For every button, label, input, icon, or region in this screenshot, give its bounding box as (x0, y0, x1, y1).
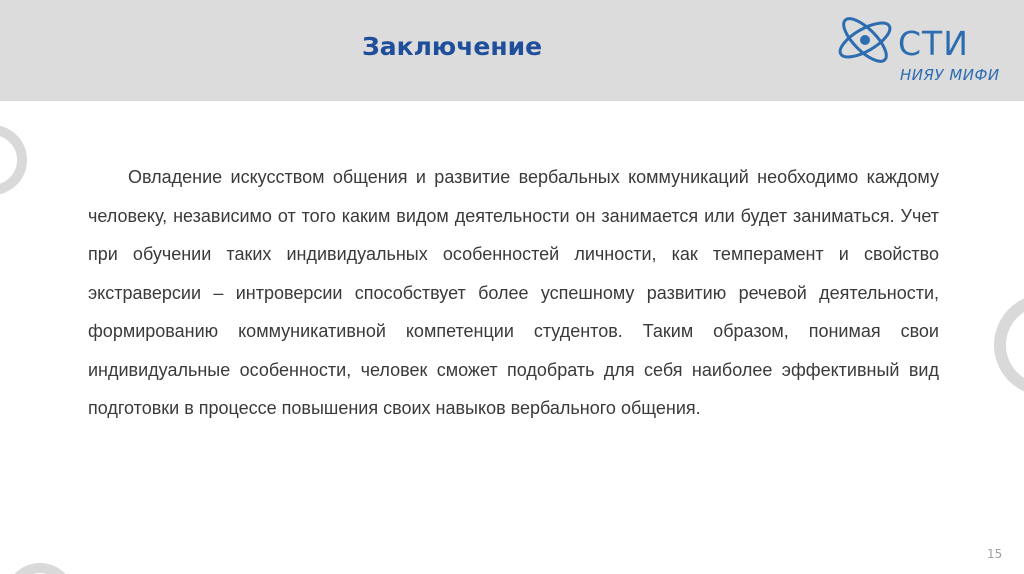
logo (832, 6, 1000, 96)
atom-icon (832, 6, 902, 76)
slide-title: Заключение (362, 32, 543, 61)
logo-sub-text: НИЯУ МИФИ (900, 66, 1000, 84)
body-paragraph: Овладение искусством общения и развитие вербальных коммуникаций необходимо каждому человеку, независимо от того каким видом деятельности он занимается или будет заниматься. Учет при обучении таких индивидуальных особенностей личности, как темперамент и свойство экстраверсии – интроверсии способствует более успешному развитию речевой деятельности, формированию коммуникативной компетенции студентов. Таким образом, понимая свои индивидуальные особенности, человек сможет подобрать для себя наиболее эффективный вид подготовки в процессе повышения своих навыков вербального общения. (88, 167, 939, 418)
page-number: 15 (987, 547, 1003, 561)
logo-main-text: СТИ (898, 24, 969, 63)
decorative-ring-bottom (0, 540, 80, 574)
decorative-ring-right (990, 290, 1024, 400)
decorative-ring-left (0, 120, 40, 200)
